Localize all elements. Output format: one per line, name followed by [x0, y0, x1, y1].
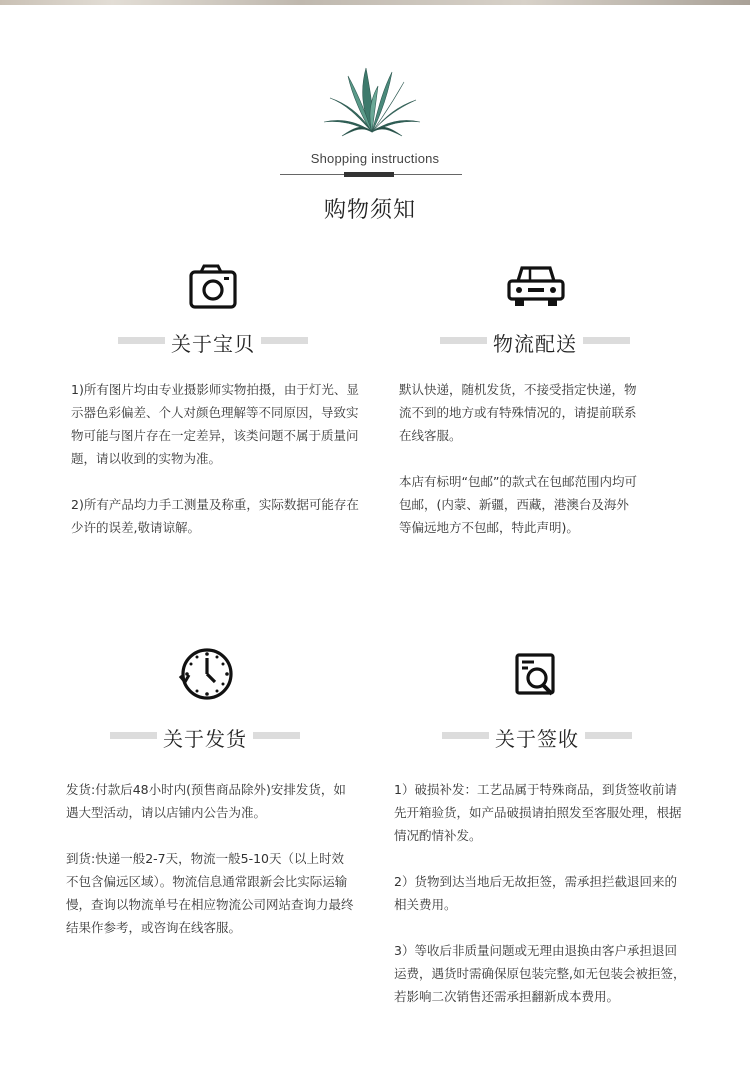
paragraph: 2)所有产品均力手工测量及称重，实际数据可能存在少许的误差,敬请谅解。 — [71, 497, 359, 535]
page-title: 购物须知 — [323, 198, 416, 223]
car-icon — [506, 263, 566, 309]
subtitle-english: Shopping instructions — [310, 151, 440, 166]
paragraph: 本店有标明“包邮”的款式在包邮范围内均可包邮，(内蒙、新疆，西藏，港澳台及海外等偏远地方不包邮，特此声明)。 — [399, 474, 637, 535]
paragraph: 2）货物到达当地后无故拒签，需承担拦截退回来的相关费用。 — [394, 874, 677, 912]
clock-icon — [176, 646, 236, 702]
inspect-icon — [514, 652, 560, 698]
section-body-receipt — [394, 778, 686, 1008]
paragraph: 1）破损补发：工艺品属于特殊商品，到货签收前请先开箱验货，如产品破损请拍照发至客服处理，根据情况酌情补发。 — [394, 782, 682, 843]
camera-icon — [188, 263, 238, 311]
top-banner-strip — [0, 0, 750, 5]
section-body-logistics — [399, 378, 639, 539]
paragraph: 默认快递，随机发货，不接受指定快递，物流不到的地方或有特殊情况的，请提前联系在线客服。 — [399, 382, 637, 443]
paragraph: 3）等收后非质量问题或无理由退换由客户承担退回运费，遇货时需确保原包装完整,如无包装会被拒签，若影响二次销售还需承担翻新成本费用。 — [394, 943, 686, 1004]
title-divider-accent — [344, 172, 394, 177]
section-title-logistics: 物流配送 — [440, 328, 630, 357]
section-title-shipping: 关于发货 — [110, 723, 300, 752]
paragraph: 到货:快递一般2-7天，物流一般5-10天（以上时效不包含偏远区域）。物流信息通常跟新会比实际运输慢，查询以物流单号在相应物流公司网站查询力最终结果作参考，或咨询在线客服。 — [66, 851, 354, 935]
section-body-product — [71, 378, 361, 539]
succulent-illustration — [322, 60, 422, 140]
section-title-receipt: 关于签收 — [442, 723, 632, 752]
paragraph: 发货:付款后48小时内(预售商品除外)安排发货，如遇大型活动，请以店铺内公告为准。 — [66, 782, 346, 820]
section-body-shipping — [66, 778, 354, 939]
paragraph: 1)所有图片均由专业摄影师实物拍摄，由于灯光、显示器色彩偏差、个人对颜色理解等不同原因，导致实物可能与图片存在一定差异，该类问题不属于质量问题，请以收到的实物为准。 — [71, 382, 359, 466]
section-title-product: 关于宝贝 — [118, 328, 308, 357]
